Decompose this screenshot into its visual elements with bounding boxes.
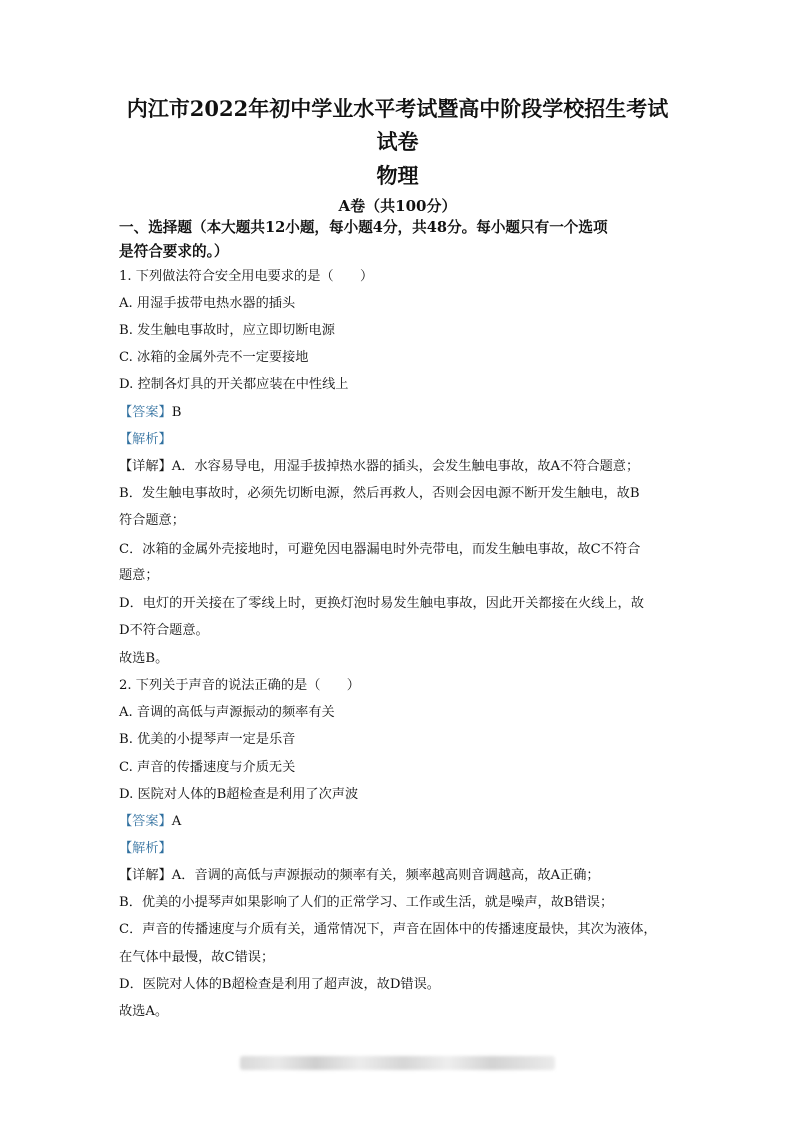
detail-tag: 【详解】 xyxy=(119,868,172,883)
detail-text: A．音调的高低与声源振动的频率有关，频率越高则音调越高，故A正确； xyxy=(171,868,600,883)
question-2-stem: 2. 下列关于声音的说法正确的是（ ） xyxy=(119,678,360,693)
question-1-detail-line-3: 符合题意； xyxy=(119,513,185,528)
question-1-option-c: C. 冰箱的金属外壳不一定要接地 xyxy=(119,350,309,365)
question-1-analysis-heading xyxy=(119,431,172,449)
question-2-detail-line-4: 在气体中最慢，故C错误； xyxy=(119,950,275,965)
question-2-option-c: C. 声音的传播速度与介质无关 xyxy=(119,760,296,775)
question-1-detail-line-6: D．电灯的开关接在了零线上时，更换灯泡时易发生触电事故，因此开关都接在火线上，故 xyxy=(119,596,644,611)
question-1-option-b: B. 发生触电事故时，应立即切断电源 xyxy=(119,323,335,338)
question-2-option-d: D. 医院对人体的B超检查是利用了次声波 xyxy=(119,787,359,802)
analysis-tag: 【解析】 xyxy=(119,432,172,447)
question-2-detail-line-2: B．优美的小提琴声如果影响了人们的正常学习、工作或生活，就是噪声，故B错误； xyxy=(119,895,614,910)
section-instruction-line-2: 是符合要求的。） xyxy=(119,243,229,260)
answer-value: B xyxy=(171,405,182,420)
answer-tag: 【答案】 xyxy=(119,405,172,420)
exam-title-line-1: 内江市2022年初中学业水平考试暨高中阶段学校招生考试 xyxy=(126,96,669,121)
question-2-analysis-heading xyxy=(119,840,172,858)
question-1-detail-line-4: C．冰箱的金属外壳接地时，可避免因电器漏电时外壳带电，而发生触电事故，故C不符合 xyxy=(119,542,641,557)
question-2-detail-line-5: D．医院对人体的B超检查是利用了超声波，故D错误。 xyxy=(119,977,440,992)
answer-value: A xyxy=(171,814,182,829)
question-1-detail-line-2: B．发生触电事故时，必须先切断电源，然后再救人，否则会因电源不断开发生触电，故B xyxy=(119,486,640,501)
question-1-detail-line-7: D不符合题意。 xyxy=(119,623,209,638)
paper-section-heading: A卷（共100分） xyxy=(338,197,457,215)
question-1-option-d: D. 控制各灯具的开关都应装在中性线上 xyxy=(119,377,349,392)
section-instruction-line-1: 一、选择题（本大题共12小题，每小题4分，共48分。每小题只有一个选项 xyxy=(119,219,608,236)
answer-tag: 【答案】 xyxy=(119,814,172,829)
detail-tag: 【详解】 xyxy=(119,459,172,474)
question-2-conclusion: 故选A。 xyxy=(119,1004,169,1019)
question-2-detail-line-3: C．声音的传播速度与介质有关，通常情况下，声音在固体中的传播速度最快，其次为液体， xyxy=(119,922,657,937)
question-1-answer xyxy=(119,404,181,422)
exam-title-line-2: 试卷 xyxy=(376,129,419,154)
question-1-stem: 1. 下列做法符合安全用电要求的是（ ） xyxy=(119,269,374,284)
detail-text: A．水容易导电，用湿手拔掉热水器的插头，会发生触电事故，故A不符合题意； xyxy=(171,459,640,474)
question-2-detail-line-1 xyxy=(119,867,600,885)
question-1-conclusion: 故选B。 xyxy=(119,651,169,666)
question-2-option-b: B. 优美的小提琴声一定是乐音 xyxy=(119,732,296,747)
question-1-option-a: A. 用湿手拔带电热水器的插头 xyxy=(119,296,296,311)
subject-title: 物理 xyxy=(376,163,419,188)
question-1-detail-line-5: 题意； xyxy=(119,568,159,583)
analysis-tag: 【解析】 xyxy=(119,841,172,856)
question-2-option-a: A. 音调的高低与声源振动的频率有关 xyxy=(119,705,335,720)
question-2-answer xyxy=(119,813,181,831)
question-1-detail-line-1 xyxy=(119,458,639,476)
blurred-footer-watermark xyxy=(240,1056,555,1070)
